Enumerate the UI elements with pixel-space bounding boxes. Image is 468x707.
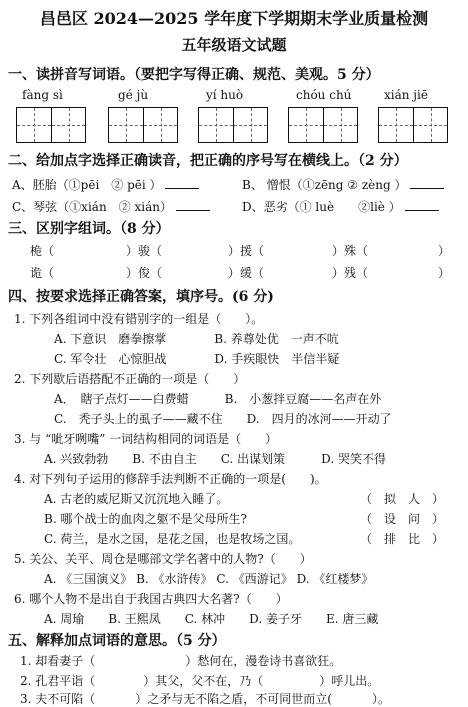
s5-q3-start: 3. 夫不可陷（ <box>20 692 96 706</box>
s4-q6-options: A. 周瑜 B. 王熙凤 C. 林冲 D. 姜子牙 E. 唐三藏 <box>44 612 379 626</box>
s5-q3 <box>20 690 390 706</box>
writing-grid-row <box>16 107 464 143</box>
s3-r1-c4: ）殊（ <box>332 244 369 258</box>
pinyin-row <box>14 88 464 104</box>
s2-d-blank[interactable] <box>405 210 439 211</box>
s2-item-a <box>12 176 199 193</box>
s2-b-text: B、 憎恨（①zēng ② zèng ） <box>242 178 407 192</box>
s4-q6: 6. 哪个人物不是出自于我国古典四大名著?（ ） <box>14 592 288 606</box>
s4-q4-c-tag: （ 排 比 ） <box>360 532 445 546</box>
writing-box-1[interactable] <box>16 107 86 143</box>
s5-q1-start: 1. 却看妻子（ <box>20 654 96 668</box>
s2-d-text: D、恶劣（① luè ②liè ） <box>242 200 401 214</box>
s4-q3-options: A. 兴致勃勃 B. 不由自主 C. 出谋划策 D. 哭笑不得 <box>44 452 386 466</box>
s2-item-c <box>12 198 210 215</box>
s4-q1-options-cd: C. 军令壮 心惊胆战 D. 手疾眼快 半信半疑 <box>54 352 340 366</box>
s4-q4-a: A. 古老的威尼斯又沉沉地入睡了。 <box>44 492 229 506</box>
s2-c-blank[interactable] <box>176 210 210 211</box>
s3-r1-c2: ）骏（ <box>126 244 163 258</box>
s2-a-text: A、胚胎（①pēi ② pēi ） <box>12 178 162 192</box>
s4-q1-options-ab: A. 下意识 磨拳擦掌 B. 养尊处优 一声不吭 <box>54 332 339 346</box>
s3-r2-end: ） <box>438 266 451 280</box>
section1-heading: 一、读拼音写词语。（要把字写得正确、规范、美观。5 分） <box>8 67 380 83</box>
s2-b-blank[interactable] <box>410 188 444 189</box>
s5-q2-start: 2. 孔君平诣（ <box>20 674 96 688</box>
s3-r2-c1: 诡（ <box>30 266 55 280</box>
s4-q2-options-ab: A． 瞎子点灯——白费蜡 B. 小葱拌豆腐——名声在外 <box>54 392 382 406</box>
section4-heading: 四、按要求选择正确答案，填序号。(6 分) <box>8 289 274 305</box>
s4-q1: 1. 下列各组词中没有错别字的一组是（ ）。 <box>14 312 264 326</box>
pinyin-3: yí huò <box>206 88 244 102</box>
s3-r1-c3: ）援（ <box>228 244 265 258</box>
writing-box-4[interactable] <box>288 107 358 143</box>
s4-q2-options-cd: C. 秃子头上的虱子——藏不住 D. 四月的冰河——开动了 <box>54 412 392 426</box>
pinyin-1: fàng sì <box>22 88 63 102</box>
section3-heading: 三、区别字组词。（8 分） <box>8 221 170 237</box>
s2-item-b <box>242 176 444 193</box>
s4-q4-b-tag: （ 设 问 ） <box>360 512 445 526</box>
s2-c-text: C、琴弦（①xián ② xián） <box>12 200 172 214</box>
writing-box-2[interactable] <box>108 107 178 143</box>
s2-item-d <box>242 198 439 215</box>
s5-q3-end: ）。 <box>371 692 390 706</box>
s5-q2-mid: ）其父，父不在，乃（ <box>143 674 264 688</box>
s3-r2-c3: ）缓（ <box>228 266 265 280</box>
s3-r2-c4: ）残（ <box>332 266 369 280</box>
s5-q1 <box>20 652 341 669</box>
exam-title: 昌邑区 2024—2025 学年度下学期期末学业质量检测 <box>39 9 429 28</box>
s3-r2-c2: ）俊（ <box>126 266 163 280</box>
s4-q4: 4. 对下列句子运用的修辞手法判断不正确的一项是( )。 <box>14 472 327 486</box>
s5-q1-end: ）愁何在，漫卷诗书喜欲狂。 <box>185 654 342 668</box>
s4-q4-b: B. 哪个战士的血肉之躯不是父母所生? <box>44 512 247 526</box>
s2-a-blank[interactable] <box>165 188 199 189</box>
s4-q3: 3. 与 “呲牙咧嘴” 一词结构相同的词语是（ ） <box>14 432 278 446</box>
s5-q2 <box>20 672 379 689</box>
section5-heading: 五、解释加点词语的意思。（5 分） <box>8 633 226 649</box>
writing-box-5[interactable] <box>378 107 448 143</box>
s4-q5: 5. 关公、关平、周仓是哪部文学名著中的人物?（ ） <box>14 552 312 566</box>
s4-q2: 2. 下列歇后语搭配不正确的一项是（ ） <box>14 372 246 386</box>
s5-q3-mid: ）之矛与无不陷之盾，不可同世而立( <box>135 692 332 706</box>
s3-r1-end: ） <box>438 244 451 258</box>
s3-r1-c1: 桅（ <box>30 244 55 258</box>
section2-heading: 二、给加点字选择正确读音，把正确的序号写在横线上。（2 分） <box>8 153 408 169</box>
s4-q5-options: A. 《三国演义》 B. 《水浒传》 C. 《西游记》 D. 《红楼梦》 <box>44 572 374 586</box>
pinyin-2: gé jù <box>118 88 149 102</box>
s4-q4-c: C. 荷兰，是水之国，是花之国，也是牧场之国。 <box>44 532 301 546</box>
s4-q4-a-tag: （ 拟 人 ） <box>360 492 445 506</box>
writing-box-3[interactable] <box>198 107 268 143</box>
s5-q2-end: ）呼儿出。 <box>319 674 380 688</box>
pinyin-4: chóu chú <box>296 88 352 102</box>
exam-subtitle: 五年级语文试题 <box>181 36 287 54</box>
pinyin-5: xián jiē <box>384 88 428 102</box>
